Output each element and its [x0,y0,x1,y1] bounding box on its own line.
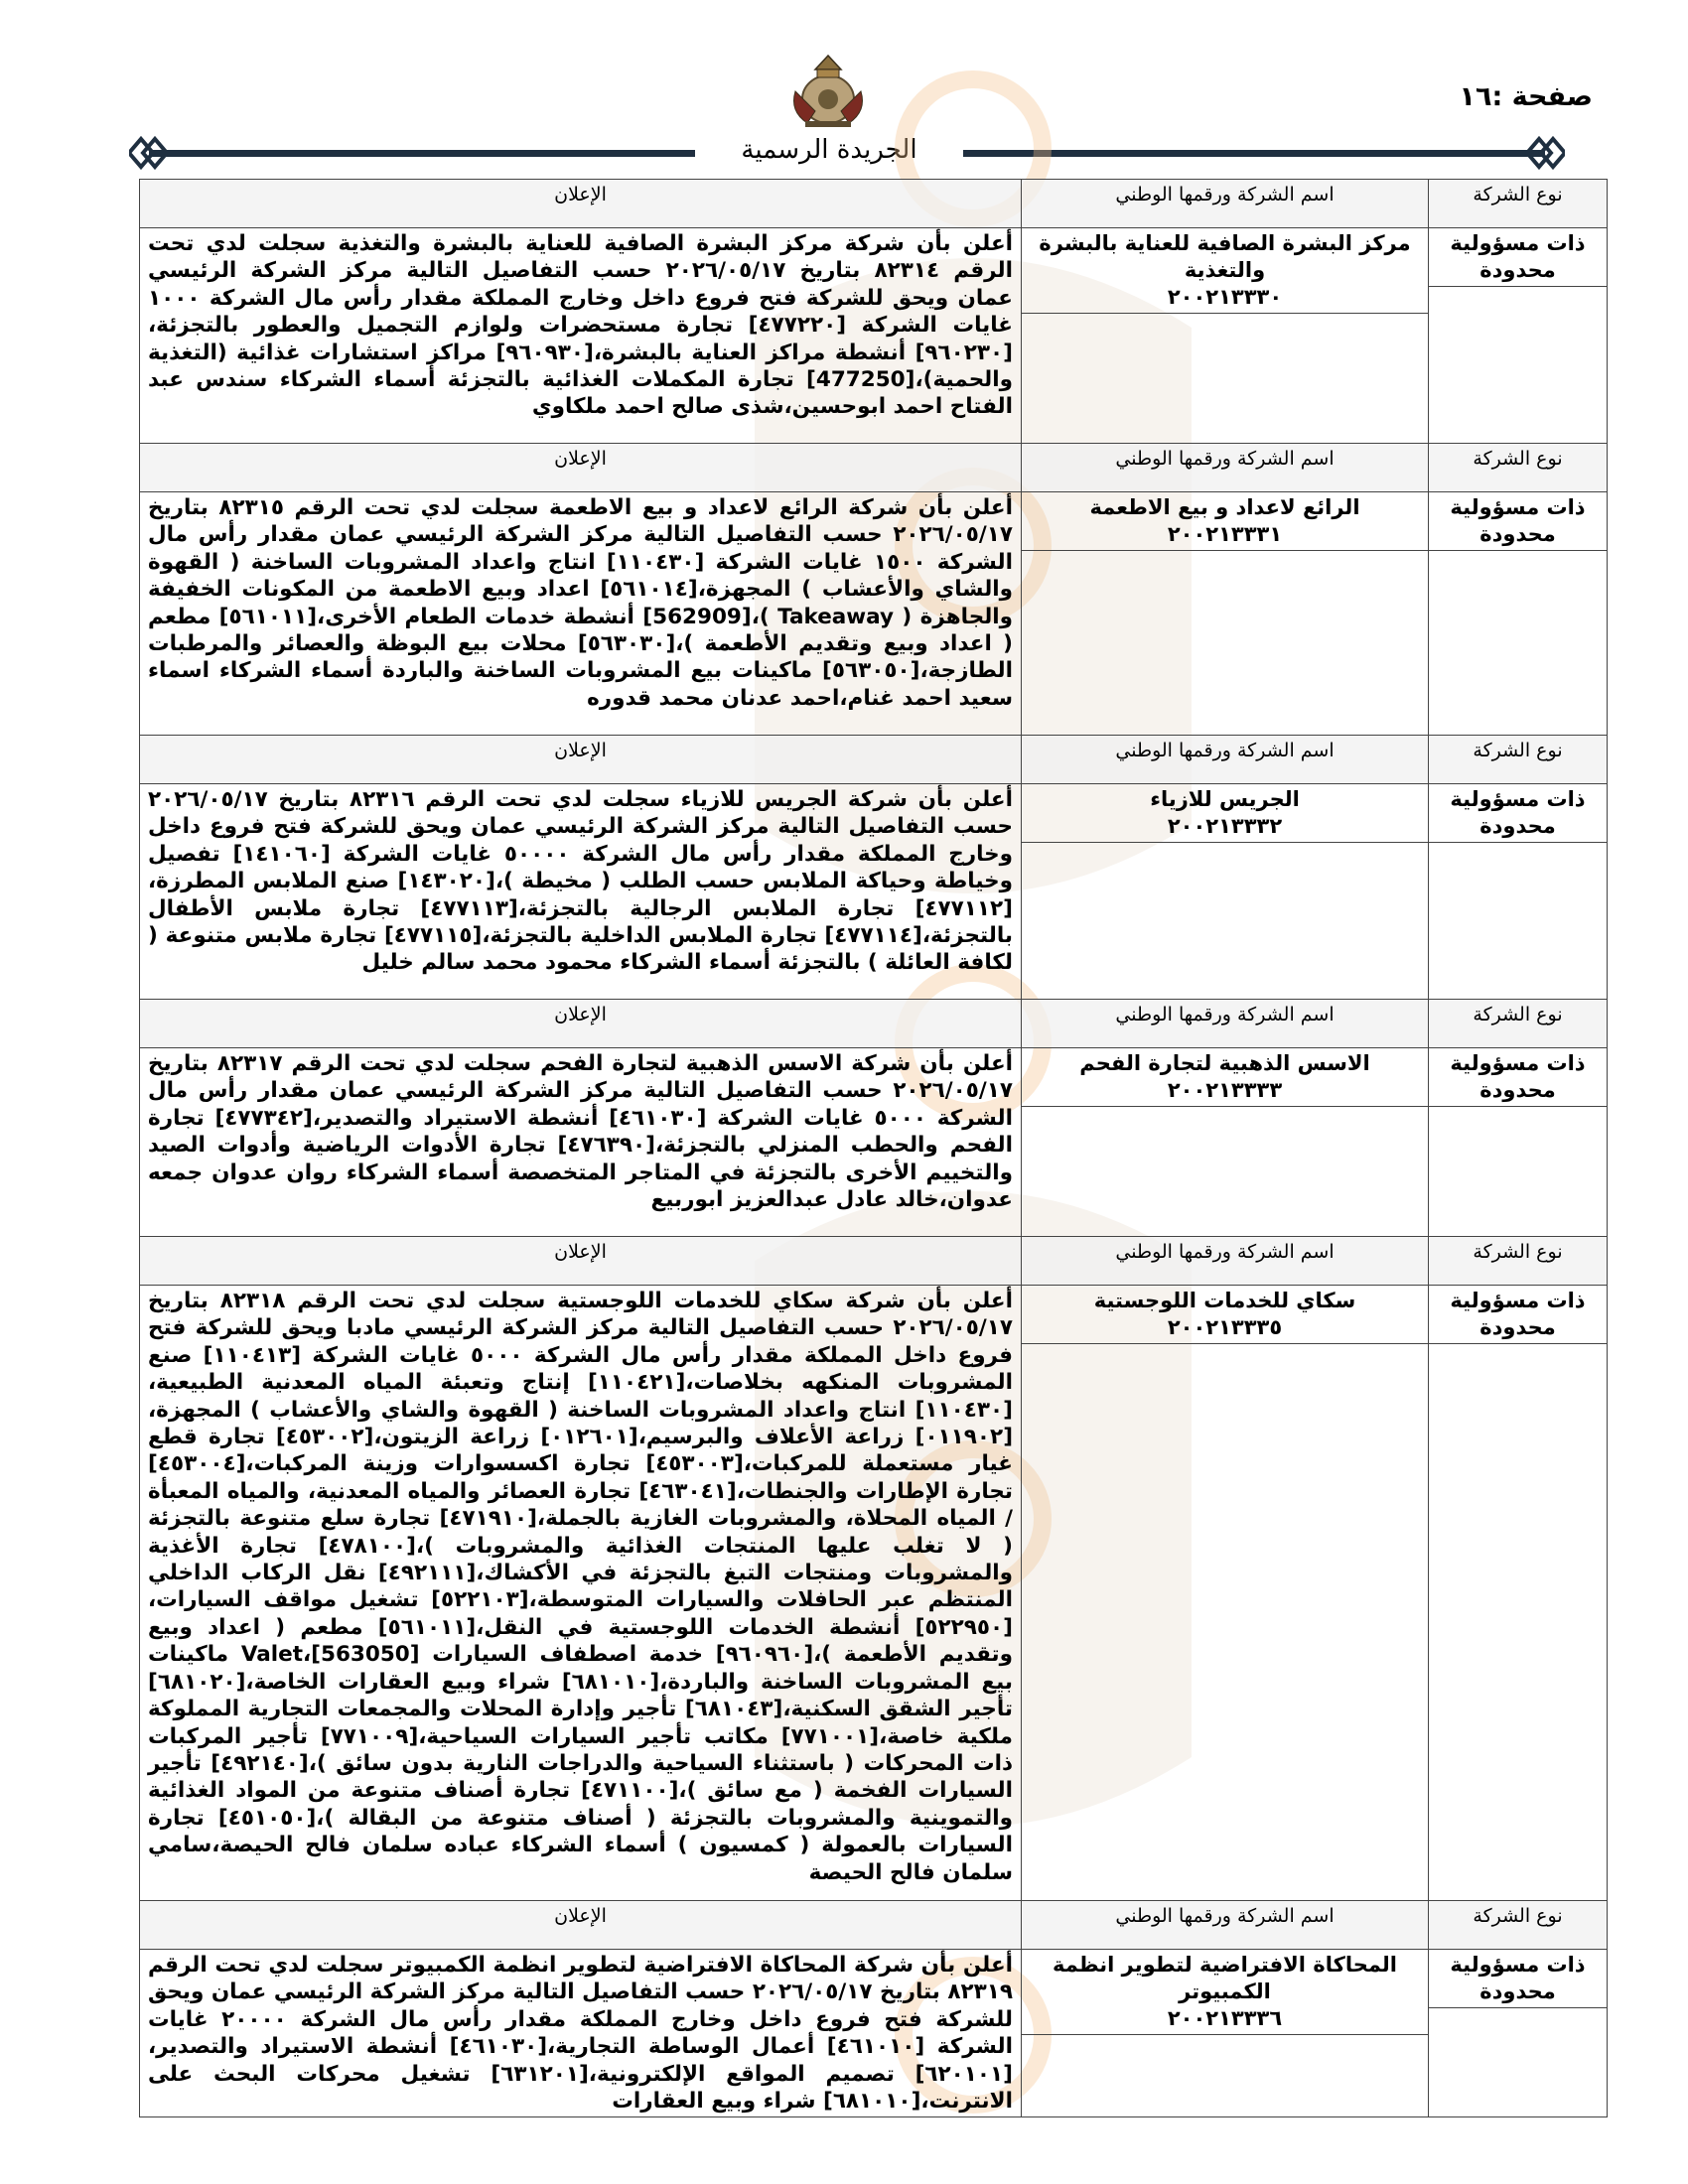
table-header-row [140,1237,1608,1286]
gazette-title: الجريدة الرسمية [695,135,963,165]
header-company-name: اسم الشركة ورقمها الوطني [1022,1901,1429,1950]
header-company-name: اسم الشركة ورقمها الوطني [1022,180,1429,228]
announcement-cell [140,1048,1022,1237]
header-company-type: نوع الشركة [1429,1237,1608,1286]
header-announcement: الإعلان [140,1000,1022,1048]
national-id: ٢٠٠٢١٣٣٣١ [1167,522,1283,546]
announcement-text: أعلن بأن شركة الجريس للازياء سجلت لدي تحت الرقم ٨٢٣١٦ بتاريخ ٢٠٢٦/٠٥/١٧ حسب التفاصيل التالية مركز الشركة الرئيسي عمان ويحق للشركة فتح فروع داخل وخارج المملكة مقدار رأس مال الشركة ٥٠٠٠٠ غايات الشركة [١٤١٠٦٠] تفصيل وخياطة وحياكة الملابس حسب الطلب ( مخيطة )،[١٤٣٠٢٠] صنع الملابس المطرزة،[٤٧٧١١٢] تجارة الملابس الرجالية بالتجزئة،[٤٧٧١١٣] تجارة ملابس الأطفال بالتجزئة،[٤٧٧١١٤] تجارة الملابس الداخلية بالتجزئة،[٤٧٧١١٥] تجارة ملابس متنوعة ( لكافة العائلة ) بالتجزئة أسماء الشركاء محمود محمد سالم خليل [148,787,1014,976]
company-type-cell [1429,1286,1608,1901]
company-name: مركز البشرة الصافية للعناية بالبشرة والتغذية [1039,231,1411,282]
header-announcement: الإعلان [140,1901,1022,1950]
national-id: ٢٠٠٢١٣٣٣٣ [1167,1078,1283,1102]
announcement-text: أعلن بأن شركة المحاكاة الافتراضية لتطوير انظمة الكمبيوتر سجلت لدي تحت الرقم ٨٢٣١٩ بتاريخ ٢٠٢٦/٠٥/١٧ حسب التفاصيل التالية مركز الشركة الرئيسي عمان ويحق للشركة فتح فروع داخل وخارج المملكة مقدار رأس مال الشركة ٢٠٠٠٠ غايات الشركة [٤٦١٠١٠] أعمال الوساطة التجارية،[٤٦١٠٣٠] أنشطة الاستيراد والتصدير،[٦٢٠١٠١] تصميم المواقع الإلكترونية،[٦٣١٢٠١] تشغيل محركات البحث على الانترنت،[٦٨١٠١٠] شراء وبيع العقارات [148,1953,1014,2115]
header-announcement: الإعلان [140,1237,1022,1286]
table-header-row [140,736,1608,784]
table-header-row [140,180,1608,228]
header-company-type: نوع الشركة [1429,736,1608,784]
table-row [140,1950,1608,2117]
company-name-cell [1022,1286,1429,1901]
header-company-type: نوع الشركة [1429,180,1608,228]
announcement-cell [140,1286,1022,1901]
national-id: ٢٠٠٢١٣٣٣٦ [1167,2006,1283,2030]
table-header-row [140,1000,1608,1048]
table-row [140,228,1608,444]
company-name: المحاكاة الافتراضية لتطوير انظمة الكمبيوتر [1052,1953,1397,2003]
header-company-name: اسم الشركة ورقمها الوطني [1022,1000,1429,1048]
announcement-text: أعلن بأن شركة مركز البشرة الصافية للعناية بالبشرة والتغذية سجلت لدي تحت الرقم ٨٢٣١٤ بتاريخ ٢٠٢٦/٠٥/١٧ حسب التفاصيل التالية مركز الشركة الرئيسي عمان ويحق للشركة فتح فروع داخل وخارج المملكة مقدار رأس مال الشركة ١٠٠٠ غايات الشركة [٤٧٧٢٢٠] تجارة مستحضرات ولوازم التجميل والعطور بالتجزئة،[٩٦٠٢٣٠] أنشطة مراكز العناية بالبشرة،[٩٦٠٩٣٠] مراكز استشارات غذائية (التغذية والحمية)،[477250] تجارة المكملات الغذائية بالتجزئة أسماء الشركاء سندس عبد الفتاح احمد ابوحسين،شذى صالح احمد ملكاوي [148,231,1013,420]
announcement-text: أعلن بأن شركة سكاي للخدمات اللوجستية سجلت لدي تحت الرقم ٨٢٣١٨ بتاريخ ٢٠٢٦/٠٥/١٧ حسب التفاصيل التالية مركز الشركة الرئيسي مادبا ويحق للشركة فتح فروع داخل المملكة مقدار رأس مال الشركة ٥٠٠٠ غايات الشركة [١١٠٤١٣] صنع المشروبات المنكهه بخلاصات،[١١٠٤٢١] إنتاج وتعبئة المياه المعدنية الطبيعية،[١١٠٤٣٠] انتاج واعداد المشروبات الساخنة ( القهوة والشاي والأعشاب ) المجهزة،[٠١١٩٠٢] زراعة الأعلاف والبرسيم،[٠١٢٦٠١] زراعة الزيتون،[٤٥٣٠٠٢] تجارة قطع غيار مستعملة للمركبات،[٤٥٣٠٠٣] تجارة اكسسوارات وزينة المركبات،[٤٥٣٠٠٤] تجارة الإطارات والجنطات،[٤٦٣٠٤١] تجارة العصائر والمياه المعدنية، والمياه المعبأة / المياه المحلاة، والمشروبات الغازية بالجملة،[٤٧١٩١٠] تجارة سلع متنوعة بالتجزئة ( لا تغلب عليها المنتجات الغذائية والمشروبات )،[٤٧٨١٠٠] تجارة الأغذية والمشروبات ومنتجات التبغ بالتجزئة في الأكشاك،[٤٩٢١١١] نقل الركاب الداخلي المنتظم عبر الحافلات والسيارات المتوسطة،[٥٢٢١٠٣] تشغيل مواقف السيارات،[٥٢٢٩٥٠] أنشطة الخدمات اللوجستية في النقل،[٥٦١٠١١] مطعم ( اعداد وبيع وتقديم الأطعمة )،[٩٦٠٩٦٠] خدمة اصطفاف السيارات Valet،[563050] ماكينات بيع المشروبات الساخنة والباردة،[٦٨١٠١٠] شراء وبيع العقارات الخاصة،[٦٨١٠٢٠] تأجير الشقق السكنية،[٦٨١٠٤٣] تأجير وإدارة المحلات والمجمعات التجارية المملوكة ملكية خاصة،[٧٧١٠٠١] مكاتب تأجير السيارات السياحية،[٧٧١٠٠٩] تأجير المركبات ذات المحركات ( باستثناء السياحية والدراجات النارية بدون سائق )،[٤٩٢١٤٠] تأجير السيارات الفخمة ( مع سائق )،[٤٧١١٠٠] تجارة أصناف متنوعة من المواد الغذائية والتموينية والمشروبات بالتجزئة ( أصناف متنوعة من البقالة )،[٤٥١٠٥٠] تجارة السيارات بالعمولة ( كمسيون ) أسماء الشركاء عباده سلمان فالح الحيصة،سامي سلمان فالح الحيصة [148,1289,1014,1885]
company-type-cell [1429,492,1608,736]
header-company-type: نوع الشركة [1429,1901,1608,1950]
table-row [140,1286,1608,1901]
company-name-cell [1022,228,1429,444]
announcement-cell [140,228,1022,444]
header-company-name: اسم الشركة ورقمها الوطني [1022,1237,1429,1286]
company-type: ذات مسؤولية محدودة [1429,786,1607,843]
company-name-cell [1022,784,1429,1000]
company-type-cell [1429,1950,1608,2117]
table-row [140,1048,1608,1237]
national-id: ٢٠٠٢١٣٣٣٥ [1167,1315,1283,1339]
company-type: ذات مسؤولية محدودة [1429,1952,1607,2008]
company-type-cell [1429,1048,1608,1237]
header-announcement: الإعلان [140,444,1022,492]
company-name-cell [1022,492,1429,736]
company-name: الجريس للازياء [1150,787,1300,811]
announcement-cell [140,492,1022,736]
announcement-text: أعلن بأن شركة الاسس الذهبية لتجارة الفحم سجلت لدي تحت الرقم ٨٢٣١٧ بتاريخ ٢٠٢٦/٠٥/١٧ حسب التفاصيل التالية مركز الشركة الرئيسي عمان مقدار رأس مال الشركة ٥٠٠٠ غايات الشركة [٤٦١٠٣٠] أنشطة الاستيراد والتصدير،[٤٧٧٣٤٢] تجارة الفحم والحطب المنزلي بالتجزئة،[٤٧٦٣٩٠] تجارة الأدوات الرياضية وأدوات الصيد والتخييم الأخرى بالتجزئة في المتاجر المتخصصة أسماء الشركاء روان عدوان جمعه عدوان،خالد عادل عبدالعزيز ابوربيع [148,1051,1014,1213]
company-name-cell [1022,1950,1429,2117]
company-type-cell [1429,228,1608,444]
national-id: ٢٠٠٢١٣٣٣٢ [1167,814,1283,838]
announcement-text: أعلن بأن شركة الرائع لاعداد و بيع الاطعمة سجلت لدي تحت الرقم ٨٢٣١٥ بتاريخ ٢٠٢٦/٠٥/١٧ حسب التفاصيل التالية مركز الشركة الرئيسي عمان مقدار رأس مال الشركة ١٥٠٠ غايات الشركة [١١٠٤٣٠] انتاج واعداد المشروبات الساخنة ( القهوة والشاي والأعشاب ) المجهزة،[٥٦١٠١٤] اعداد وبيع الاطعمة من المكونات الخفيفة والجاهزة ( Takeaway )،[562909] أنشطة خدمات الطعام الأخرى،[٥٦١٠١١] مطعم ( اعداد وبيع وتقديم الأطعمة )،[٥٦٣٠٣٠] محلات بيع البوظة والعصائر والمرطبات الطازجة،[٥٦٣٠٥٠] ماكينات بيع المشروبات الساخنة والباردة أسماء الشركاء اسماء سعيد احمد غنام،احمد عدنان محمد قدوره [148,495,1013,711]
company-type: ذات مسؤولية محدودة [1429,1288,1607,1344]
company-name: سكاي للخدمات اللوجستية [1093,1289,1356,1312]
table-header-row [140,444,1608,492]
coat-of-arms-emblem [785,52,871,129]
table-header-row [140,1901,1608,1950]
company-type: ذات مسؤولية محدودة [1429,1050,1607,1107]
table-row [140,784,1608,1000]
header-announcement: الإعلان [140,736,1022,784]
company-registration-table [139,179,1608,2117]
company-name: الاسس الذهبية لتجارة الفحم [1079,1051,1370,1075]
header-announcement: الإعلان [140,180,1022,228]
national-id: ٢٠٠٢١٣٣٣٠ [1167,285,1283,309]
company-type: ذات مسؤولية محدودة [1429,230,1607,287]
header-company-type: نوع الشركة [1429,444,1608,492]
announcement-cell [140,784,1022,1000]
table-row [140,492,1608,736]
page-number: صفحة :١٦ [1459,81,1593,112]
header-company-name: اسم الشركة ورقمها الوطني [1022,444,1429,492]
header-company-type: نوع الشركة [1429,1000,1608,1048]
announcement-cell [140,1950,1022,2117]
header-company-name: اسم الشركة ورقمها الوطني [1022,736,1429,784]
company-name: الرائع لاعداد و بيع الاطعمة [1089,495,1360,519]
company-type-cell [1429,784,1608,1000]
company-name-cell [1022,1048,1429,1237]
company-type: ذات مسؤولية محدودة [1429,494,1607,551]
